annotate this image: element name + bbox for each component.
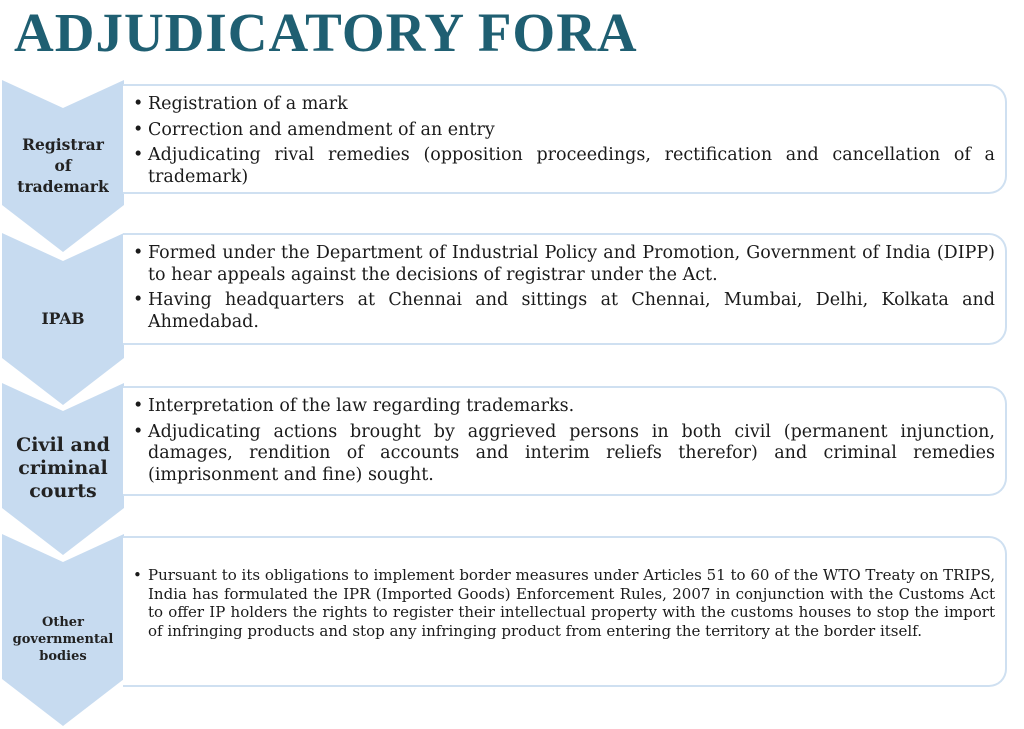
- label-line: criminal: [18, 456, 108, 479]
- label-line: Civil and: [16, 433, 110, 456]
- section-content-box: [123, 536, 1007, 687]
- bullet-item: • Adjudicating actions brought by aggrieved persons in both civil (permanent injunction, damages, rendition of accounts and interim reliefs therefor) and criminal remedies (imprisonment and fine) sought.: [131, 422, 995, 487]
- label-line: courts: [29, 479, 97, 502]
- section-content-box: [123, 84, 1007, 194]
- bullet-list: [131, 243, 995, 333]
- bullet-item: • Interpretation of the law regarding trademarks.: [131, 396, 995, 418]
- section-label: [2, 293, 124, 343]
- section-label: [2, 604, 124, 674]
- bullet-list: [131, 94, 995, 188]
- section-label: [2, 428, 124, 508]
- label-line: Registrar: [22, 134, 104, 154]
- page-title: ADJUDICATORY FORA: [14, 2, 638, 63]
- bullet-item: • Adjudicating rival remedies (opposition proceedings, rectification and cancellation of a trademark): [131, 145, 995, 188]
- label-line: IPAB: [41, 308, 85, 328]
- bullet-item: • Having headquarters at Chennai and sittings at Chennai, Mumbai, Delhi, Kolkata and Ahmedabad.: [131, 290, 995, 333]
- bullet-item: • Formed under the Department of Industrial Policy and Promotion, Government of India (DIPP) to hear appeals against the decisions of registrar under the Act.: [131, 243, 995, 286]
- bullet-list: [131, 396, 995, 486]
- label-line: of: [54, 155, 72, 175]
- section-label: [2, 130, 124, 200]
- label-line: Other: [42, 614, 84, 630]
- bullet-item: • Correction and amendment of an entry: [131, 120, 995, 142]
- section-content-box: [123, 386, 1007, 496]
- bullet-item: • Pursuant to its obligations to implement border measures under Articles 51 to 60 of the WTO Treaty on TRIPS, India has formulated the IPR (Imported Goods) Enforcement Rules, 2007 in conjunction with the Customs Act to offer IP holders the rights to register their intellectual property with the customs houses to stop the import of infringing products and stop any infringing product from entering the territory at the border itself.: [131, 566, 995, 640]
- section-content-box: [123, 233, 1007, 345]
- label-line: trademark: [17, 176, 109, 196]
- bullet-item: • Registration of a mark: [131, 94, 995, 116]
- label-line: bodies: [39, 648, 87, 664]
- bullet-list: [131, 566, 995, 640]
- label-line: governmental: [12, 631, 114, 647]
